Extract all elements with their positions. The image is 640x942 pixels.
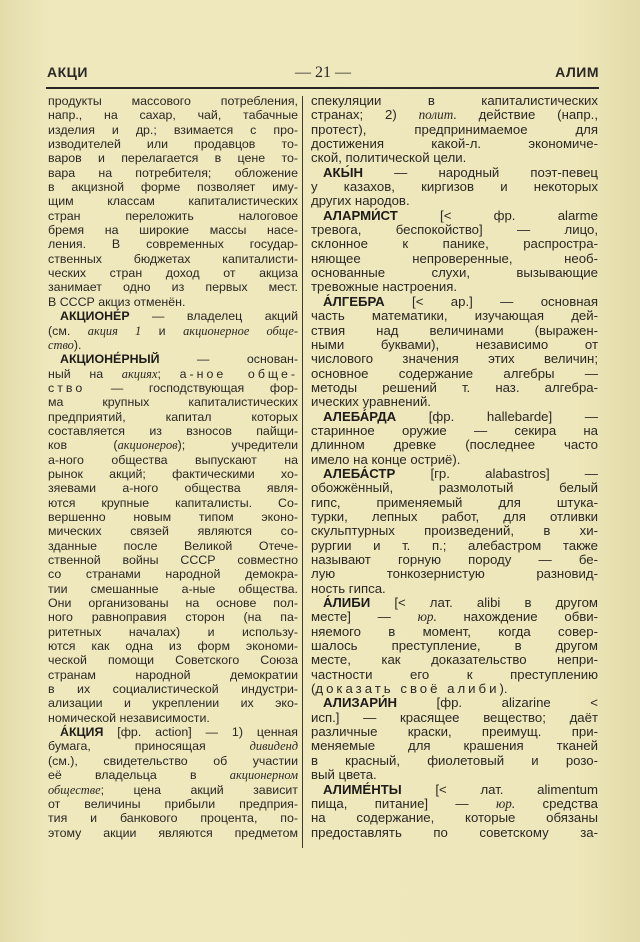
text-line — [311, 108, 598, 122]
text-line: ственных бюджетах капиталисти- — [48, 251, 298, 266]
text: нахождение обви- — [436, 609, 599, 625]
text-line: составляется из взносов пайщи- — [48, 423, 298, 438]
entry-headword-line — [311, 410, 598, 424]
text-line: вый цвета. — [311, 767, 377, 783]
italic-text: акционерное обще- — [183, 323, 299, 338]
text-line: бремя на широкие массы насе- — [48, 223, 298, 238]
text-line: протест), предпринимаемое для — [311, 121, 598, 137]
text-line: тревожные настроения. — [311, 279, 458, 295]
text: ; цена акций зависит — [100, 782, 298, 797]
text-line — [48, 367, 298, 381]
italic-text: акционерном — [229, 768, 298, 783]
text-line: ствия над величинами (выражен- — [311, 322, 598, 338]
text-line — [311, 610, 598, 624]
text-line: ственной войны СССР совместно — [48, 553, 298, 567]
entry-headword-line — [311, 596, 598, 610]
text: — владелец акций — [129, 309, 298, 324]
text: (см. — [48, 323, 88, 338]
text-line: В СССР акциз отменён. — [48, 294, 186, 309]
text-line: занимает одно из первых мест. — [48, 280, 298, 295]
text-line: предоставлять по советскому за- — [311, 824, 598, 840]
text-line: ления. В современных государ- — [48, 237, 298, 252]
entry-headword-line — [311, 783, 598, 797]
italic-text: ство — [48, 337, 74, 352]
text-line: ются как одна из форм экономи- — [48, 639, 298, 654]
text: ). — [73, 337, 82, 352]
headword: АЛИМЕ́НТЫ — [323, 781, 402, 797]
text-line: а-ного общества выпускают на — [48, 452, 298, 467]
headword: АЛЕБА́РДА — [323, 408, 397, 424]
text-line: исп.] — красящее вещество; даёт — [311, 709, 598, 725]
text-line: ческих стран доход от акциза — [48, 266, 298, 281]
text-line: рынок акций; фактическими хо- — [48, 466, 298, 481]
column-divider — [302, 96, 303, 848]
text: [гр. alabastros] — — [395, 465, 598, 481]
text-line: лую тонкозернистую разновид- — [311, 566, 598, 582]
running-header — [47, 62, 599, 84]
text-line: меняемые для крашения тканей — [311, 738, 598, 754]
text-line: достижения какой-л. экономиче- — [311, 136, 598, 152]
text-line: зданные после Великой Отече- — [48, 538, 298, 553]
italic-text: юр. — [417, 609, 437, 625]
right-column — [311, 94, 598, 840]
entry-headword-line — [48, 309, 298, 323]
text-line: основное содержание алгебры — — [311, 365, 598, 381]
text: действие (напр., — [456, 107, 598, 123]
text-line — [48, 324, 298, 338]
italic-text: акциях — [121, 366, 158, 381]
italic-text: акция 1 — [87, 323, 142, 338]
text: ный на — [48, 366, 122, 381]
spaced-text: доказать своё алиби — [315, 681, 500, 697]
text-line: мических связей являются со- — [48, 524, 298, 539]
entry-headword-line — [311, 209, 598, 223]
page-number: — 21 — — [295, 64, 351, 81]
text-line: стран переложить налоговое — [48, 208, 298, 223]
text-line: основанные слухи, вызывающие — [311, 265, 598, 281]
text: [фр. hallebarde] — — [396, 408, 598, 424]
text: — основан- — [159, 352, 298, 367]
entry-headword-line — [311, 696, 598, 710]
text-line: изводителей или продавцов то- — [48, 137, 298, 152]
text-line: ными буквами), независимо от — [311, 336, 598, 352]
text-line: старинное оружие — секира на — [311, 422, 598, 438]
text-line: тия и банкового процента, по- — [48, 811, 298, 826]
text: — господствующая фор- — [85, 380, 298, 395]
entry-headword-line — [311, 467, 598, 481]
headword: АЛИЗАРИ́Н — [323, 695, 397, 711]
text-line: ность гипса. — [311, 580, 386, 596]
italic-text: юр. — [495, 795, 516, 811]
text-line: в акцизной форме позволяет иму- — [48, 180, 298, 195]
text-line — [311, 797, 598, 811]
entry-headword-line — [311, 295, 598, 309]
text-line: няющее непроверенные, необ- — [311, 250, 598, 266]
text-line: напр., на сахар, чай, табачные — [48, 108, 298, 123]
left-guide-word: АКЦИ — [47, 64, 88, 80]
text: [< лат. alimentum — [401, 781, 598, 797]
text-line: турки, лепных работ, для отливки — [311, 508, 598, 524]
text-line: ческой помощи Советского Союза — [48, 653, 298, 668]
text-line: тии смешанные а-ные общества. — [48, 581, 298, 596]
text-line: вершенно новым типом эконо- — [48, 509, 298, 524]
text-line: имело на конце остриё). — [311, 451, 461, 467]
text-line — [48, 338, 298, 352]
text-line: ма крупных капиталистических — [48, 395, 298, 410]
headword: А́ЛГЕБРА — [323, 293, 385, 309]
text-line: длинном древке (последнее часто — [311, 437, 598, 453]
text-line: вара на потребителя; обложение — [48, 165, 298, 180]
text: месте] — — [311, 609, 418, 625]
text-line — [48, 739, 298, 753]
entry-headword-line — [311, 166, 598, 180]
text-line: гипс, применяемый для штука- — [311, 494, 598, 510]
text-line — [48, 381, 298, 395]
text-line: со странами народной демокра- — [48, 567, 298, 582]
text-line: ических уравнений. — [311, 394, 431, 410]
text-line: варов и перелагается в цене то- — [48, 151, 298, 166]
text-line: шалось преступление, в другом — [311, 638, 598, 654]
text-line: (см.), свидетельство об участии — [48, 753, 298, 768]
text: средства — [515, 795, 598, 811]
text-line: щим классам капиталистических — [48, 194, 298, 209]
text-line: месте, как доказательство непри- — [311, 652, 598, 668]
text-line — [311, 682, 598, 696]
text-line: изделия и др.; взимается с про- — [48, 122, 298, 137]
text-line — [48, 783, 298, 797]
header-rule — [46, 87, 599, 89]
italic-text: дивиденд — [249, 739, 298, 754]
text-line: номической независимости. — [48, 710, 210, 725]
text-line — [48, 768, 298, 782]
headword: А́ЛИБИ — [323, 595, 371, 611]
right-guide-word: АЛИМ — [555, 64, 599, 80]
text-line: числового значения этих величин; — [311, 351, 598, 367]
headword: АКЦИОНЕ́Р — [60, 309, 130, 324]
headword: А́КЦИЯ — [60, 725, 104, 740]
text: странах; 2) — [311, 107, 419, 123]
text: ); учредители — [177, 438, 298, 453]
text-line: скульптурных произведений, в хи- — [311, 523, 598, 539]
text: [< ар.] — основная — [384, 293, 598, 309]
text: ; — [157, 366, 180, 381]
text: [фр. action] — 1) ценная — [103, 725, 298, 740]
headword: АЛАРМИ́СТ — [323, 207, 398, 223]
text: и — [141, 323, 184, 338]
text-line: ного равноправия сторон (на па- — [48, 610, 298, 625]
text-line: рургии и т. п.; алебастром также — [311, 537, 598, 553]
text-line: ритетных началах) и использу- — [48, 624, 298, 639]
text-line: от величины прибыли предприя- — [48, 796, 298, 811]
text-line: странам народной демократии — [48, 667, 298, 682]
text-line: ются крупные капиталисты. Со- — [48, 495, 298, 510]
headword: АКЦИОНЕ́РНЫЙ — [60, 352, 160, 367]
text-line: предприятий, капитал которых — [48, 409, 298, 424]
text: — народный поэт-певец — [363, 164, 598, 180]
text-line: других народов. — [311, 193, 410, 209]
text: [фр. alizarine < — [397, 695, 598, 711]
text: её владельца в — [48, 768, 230, 783]
text-line: на содержание, которые обязаны — [311, 810, 598, 826]
text: пища, питание] — — [311, 795, 496, 811]
text-line: склонное к панике, распростра- — [311, 236, 598, 252]
headword: АКЫ́Н — [323, 164, 364, 180]
text-line — [48, 438, 298, 452]
text: ( — [311, 681, 316, 697]
text-line: тревога, беспокойство] — лицо, — [311, 222, 598, 238]
text: [< лат. alibi в другом — [370, 595, 598, 611]
text-line: Они организованы на основе пол- — [48, 596, 298, 611]
text-line: у казахов, киргизов и некоторых — [311, 179, 598, 195]
spaced-text: ство — [48, 380, 86, 395]
text-line: спекуляции в капиталистических — [311, 93, 598, 108]
text-line: называют горную породу — бе- — [311, 552, 598, 567]
text-line: обожжённый, размолотый белый — [311, 480, 598, 496]
text-line: ализации и укреплении их эко- — [48, 696, 298, 711]
text-line: часть математики, изучающая дей- — [311, 308, 598, 324]
left-column — [48, 94, 298, 840]
text-line: методы решений т. наз. алгебра- — [311, 379, 598, 395]
text-line: различные краски, преимущ. при- — [311, 724, 598, 740]
text-line: в их социалистической индустри- — [48, 682, 298, 697]
text-line: продукты массового потребления, — [48, 94, 298, 108]
text: бумага, приносящая — [48, 739, 250, 754]
spaced-text: а-ное обще- — [179, 366, 298, 381]
entry-headword-line — [48, 725, 298, 739]
text-line: в красный, фиолетовый и розо- — [311, 752, 598, 768]
text: [< фр. alarme — [397, 207, 598, 223]
text-line: этому акции являются предметом — [48, 825, 298, 840]
text: ). — [499, 681, 508, 697]
italic-text: акционеров — [117, 438, 178, 453]
headword: АЛЕБА́СТР — [323, 465, 396, 481]
text-line: зяевами а-ного общества явля- — [48, 481, 298, 496]
text-line: ской, политической цели. — [311, 150, 467, 166]
entry-headword-line — [48, 352, 298, 366]
text-line: няемого в момент, когда совер- — [311, 623, 598, 639]
text: ков ( — [48, 438, 118, 453]
italic-text: полит. — [418, 107, 457, 123]
text-line: частности его к преступлению — [311, 666, 598, 682]
italic-text: обществе — [48, 782, 101, 797]
